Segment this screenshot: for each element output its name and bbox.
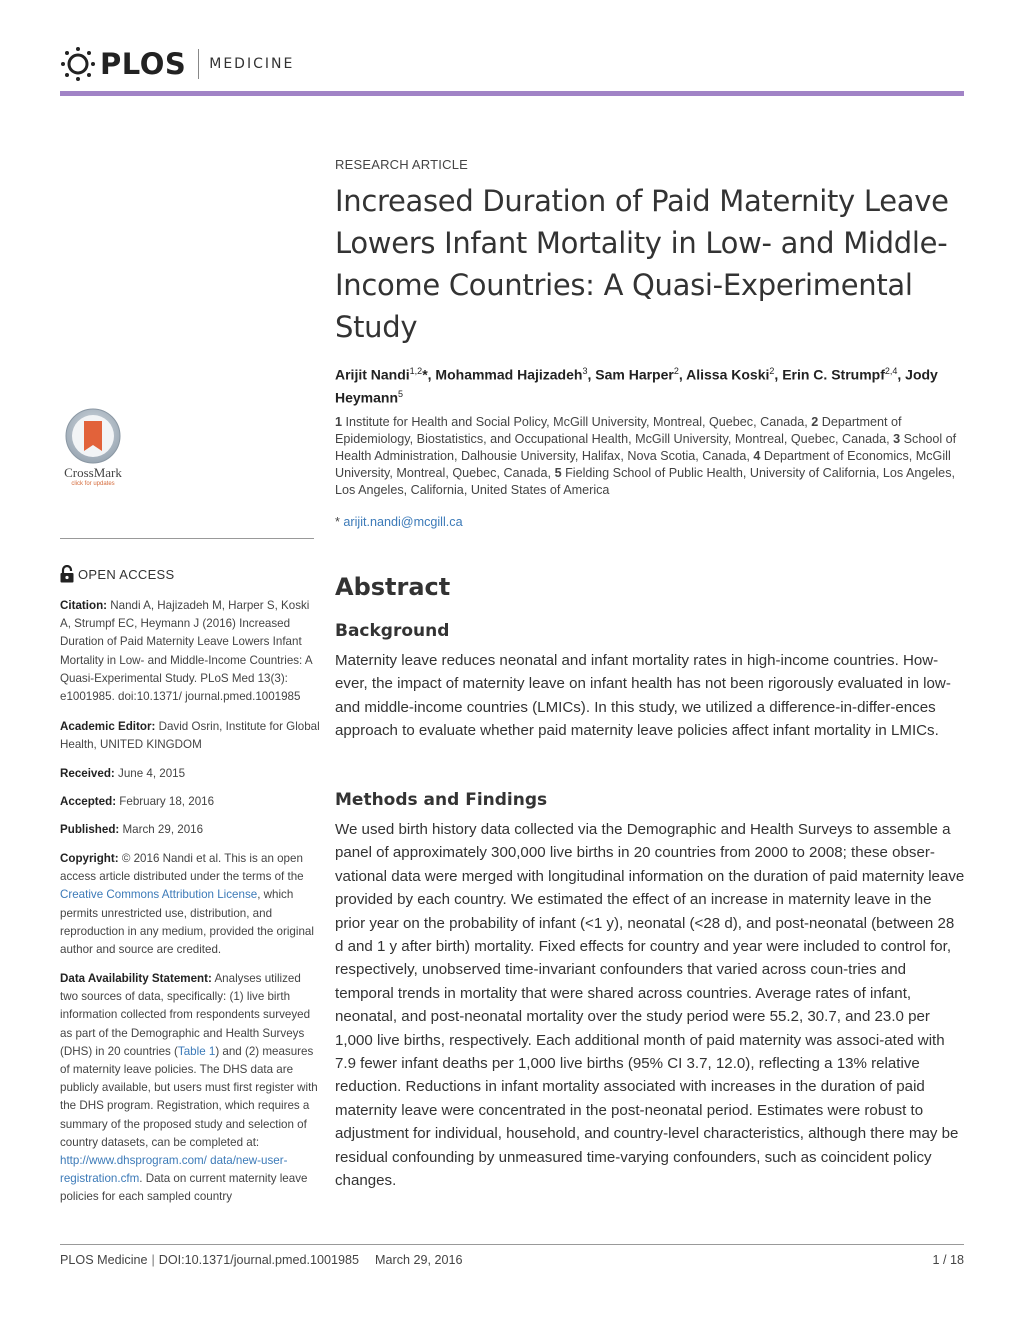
footer-date: March 29, 2016 <box>375 1253 463 1267</box>
author-name[interactable]: Alissa Koski <box>686 366 770 383</box>
accepted-block <box>60 793 320 811</box>
author-affil-sup: 2 <box>769 366 775 376</box>
author-affil-sup: 2 <box>673 366 679 376</box>
author-affil-sup: 5 <box>398 388 404 399</box>
license-link[interactable]: Creative Commons Attribution License <box>60 888 258 902</box>
journal-name: MEDICINE <box>209 56 295 72</box>
affil-number: 3 <box>893 431 901 446</box>
footer-citation: PLOS Medicine | DOI:10.1371/journal.pmed.1001985 March 29, 2016 <box>60 1253 463 1267</box>
author-name[interactable]: Erin C. Strumpf <box>782 366 885 383</box>
received-date: June 4, 2015 <box>118 767 186 780</box>
footer-rule <box>60 1244 964 1245</box>
article-type-label: RESEARCH ARTICLE <box>335 157 468 172</box>
footer-doi[interactable]: DOI:10.1371/journal.pmed.1001985 <box>158 1253 360 1267</box>
masthead-divider <box>198 49 199 79</box>
affil-number: 1 <box>335 415 343 429</box>
email-mark: * <box>335 515 340 529</box>
open-access-label: OPEN ACCESS <box>78 566 175 582</box>
footer-journal: PLOS Medicine <box>60 1253 148 1267</box>
author-name[interactable]: Jody Heymann <box>335 366 938 406</box>
published-label: Published: <box>60 823 120 836</box>
editor-text: David Osrin, Institute for Global Health, UNITED KINGDOM <box>60 720 320 752</box>
affil-text: Department of Economics, McGill University, Montreal, Quebec, Canada, <box>335 448 951 480</box>
author-name[interactable]: Mohammad Hajizadeh <box>435 366 583 383</box>
copyright-label: Copyright: <box>60 852 119 865</box>
citation-text: Nandi A, Hajizadeh M, Harper S, Koski A, Strumpf EC, Heymann J (2016) Increased Duration of Paid Maternity Leave Lowers Infant Mortality in Low- and Middle-Income Countries: A Quasi-Experimental Study. PLoS Med 13(3): e1001985. doi:10.1371/ journal.pmed.1001985 <box>60 599 312 704</box>
received-label: Received: <box>60 767 115 780</box>
data-availability-text-cont: ) and (2) measures of maternity leave policies. The DHS data are publicly available, but users must first register with the DHS program. Registration, which requires a summary of the proposed study and selection of country datasets, can be completed at: <box>60 1044 318 1149</box>
published-date: March 29, 2016 <box>122 823 204 836</box>
copyright-text: © 2016 Nandi et al. This is an open access article distributed under the terms of the <box>60 852 304 884</box>
abstract-heading: Abstract <box>335 573 451 601</box>
editor-label: Academic Editor: <box>60 720 156 733</box>
methods-text: We used birth history data collected via the Demographic and Health Surveys to assemble a panel of approximately 300,000 live births in 20 countries from 2000 to 2008; these obser-vational data were merged with longitudinal information on the duration of paid maternity leave provided by each country. We estimated the effect of an increase in maternity leave in the prior year on the probability of infant (<1 y), neonatal (<28 d), and post-neonatal (between 28 d and 1 y after birth) mortality. Fixed effects for country and year were included to control for, respectively, unobserved time-invariant confounders that varied across coun-tries and temporal trends in mortality that were shared across countries. Average rates of infant, neonatal, and post-neonatal mortality over the study period were 55.2, 30.7, and 23.0 per 1,000 live births, respectively. Each additional month of paid maternity was associ-ated with 7.9 fewer infant deaths per 1,000 live births (95% CI 3.7, 12.0), reflecting a 13% relative reduction. Reductions in infant mortality associated with increases in the duration of paid maternity leave were concentrated in the post-neonatal period. Estimates were robust to adjustment for individual, household, and country-level characteristics, although there may be residual confounding by unmeasured time-varying confounders, such as coincident policy changes. <box>335 821 965 1190</box>
crossmark-sublabel: click for updates <box>71 481 115 487</box>
dhs-registration-link[interactable]: http://www.dhsprogram.com/ data/new-user-registration.cfm <box>60 1154 288 1186</box>
header-accent-rule <box>60 91 964 96</box>
editor-block <box>60 718 320 754</box>
plos-wordmark: PLOS <box>100 47 187 81</box>
data-availability-block <box>60 970 320 1207</box>
copyright-block <box>60 850 320 959</box>
crossmark-badge[interactable] <box>58 407 128 492</box>
author-affil-sup: 3 <box>582 366 588 376</box>
background-text: Maternity leave reduces neonatal and infant mortality rates in high-income countries. How-ever, the impact of maternity leave on infant health has not been rigorously evaluated in low- and middle-income countries (LMICs). In this study, we utilized a difference-in-differ-ences approach to evaluate whether paid maternity leave policies affect infant mortality in LMICs. <box>335 652 951 740</box>
article-title: Increased Duration of Paid Maternity Leave Lowers Infant Mortality in Low- and Middle-Income Countries: A Quasi-Experimental Study <box>335 184 949 344</box>
received-block <box>60 765 320 783</box>
affil-text: School of Health Administration, Dalhousie University, Halifax, Nova Scotia, Canada, <box>335 431 957 463</box>
masthead <box>60 44 294 84</box>
corresponding-mark: * <box>422 366 428 383</box>
citation-label: Citation: <box>60 599 108 612</box>
author-list: Arijit Nandi$^{1,2}$*, Mohammad Hajizadeh$^3$, Sam Harper$^2$, Alissa Koski$^2$, Erin C. Strumpf$^{2,4}$, Jody Heymann$^5$ <box>335 366 938 406</box>
accepted-label: Accepted: <box>60 795 117 808</box>
copyright-text-cont: , which permits unrestricted use, distribution, and reproduction in any medium, provided the original author and source are credited. <box>60 888 314 957</box>
affil-number: 2 <box>811 415 819 429</box>
affil-text: Fielding School of Public Health, University of California, Los Angeles, Los Angeles, California, United States of America <box>335 465 955 497</box>
methods-heading: Methods and Findings <box>335 790 548 810</box>
affiliations <box>335 414 965 499</box>
plos-dots-icon <box>60 46 96 82</box>
published-block <box>60 821 320 839</box>
email-link[interactable]: arijit.nandi@mcgill.ca <box>343 515 463 529</box>
data-availability-label: Data Availability Statement: <box>60 972 212 985</box>
affil-number: 4 <box>753 448 761 463</box>
affil-text: Department of Epidemiology, Biostatistics, and Occupational Health, McGill University, Montreal, Quebec, Canada, <box>335 415 902 446</box>
data-availability-text-end: . Data on current maternity leave policies for each sampled country <box>60 1172 308 1204</box>
crossmark-label: CrossMark <box>64 465 122 480</box>
affil-text: Institute for Health and Social Policy, McGill University, Montreal, Quebec, Canada, <box>345 415 808 429</box>
open-access-badge <box>60 565 175 583</box>
author-name[interactable]: Sam Harper <box>595 366 674 383</box>
open-lock-icon <box>60 565 74 583</box>
page-number: 1 / 18 <box>932 1253 964 1267</box>
correspondence <box>335 515 463 529</box>
crossmark-icon <box>58 407 128 465</box>
author-affil-sup: 1,2 <box>409 366 423 376</box>
sidebar-divider <box>60 538 314 539</box>
background-heading: Background <box>335 621 450 641</box>
plos-logo[interactable] <box>60 46 186 82</box>
table-link[interactable]: Table 1 <box>177 1044 216 1058</box>
data-availability-text: Analyses utilized two sources of data, specifically: (1) live birth information collected from respondents surveyed as part of the Demographic and Health Surveys (DHS) in 20 countries ( <box>60 972 311 1058</box>
author-name[interactable]: Arijit Nandi <box>335 366 410 383</box>
accepted-date: February 18, 2016 <box>119 795 215 808</box>
author-affil-sup: 2,4 <box>884 366 898 376</box>
affil-number: 5 <box>554 465 562 480</box>
citation-block <box>60 597 320 706</box>
